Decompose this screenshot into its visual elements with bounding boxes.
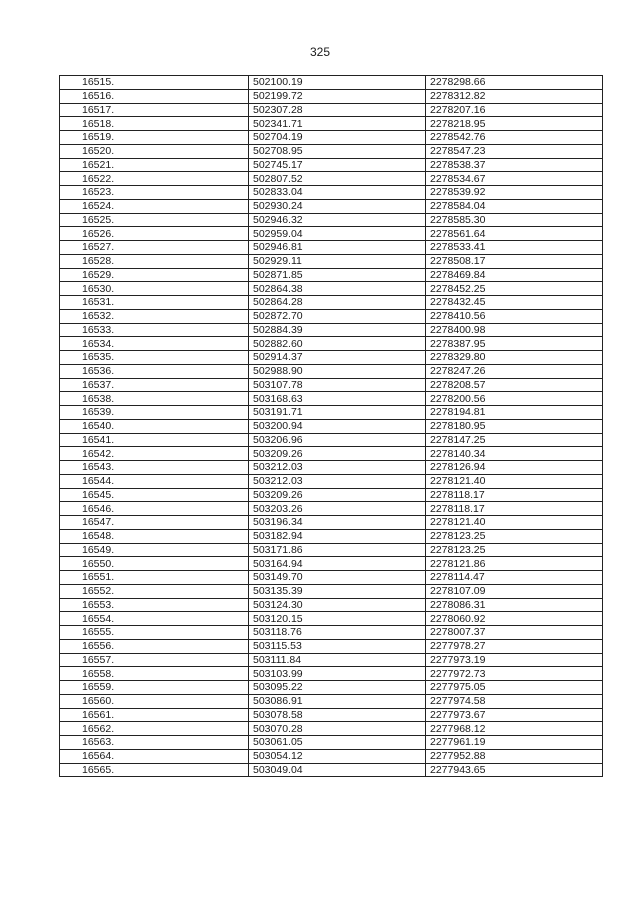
y-coordinate-cell: 2278194.81 (426, 406, 603, 420)
x-coordinate-cell: 502884.39 (249, 323, 426, 337)
y-coordinate-cell: 2277975.05 (426, 681, 603, 695)
y-coordinate-cell: 2278247.26 (426, 364, 603, 378)
table-row (60, 488, 603, 502)
point-number-cell: 16516. (60, 89, 249, 103)
x-coordinate-cell: 502864.38 (249, 282, 426, 296)
point-number-cell: 16557. (60, 653, 249, 667)
x-coordinate-cell: 503118.76 (249, 626, 426, 640)
y-coordinate-cell: 2278126.94 (426, 461, 603, 475)
table-row (60, 213, 603, 227)
point-number-cell: 16528. (60, 254, 249, 268)
point-number-cell: 16529. (60, 268, 249, 282)
table-row (60, 268, 603, 282)
point-number-cell: 16545. (60, 488, 249, 502)
table-row (60, 763, 603, 777)
point-number-cell: 16520. (60, 144, 249, 158)
point-number-cell: 16515. (60, 76, 249, 90)
table-row (60, 296, 603, 310)
x-coordinate-cell: 503209.26 (249, 447, 426, 461)
y-coordinate-cell: 2278121.86 (426, 557, 603, 571)
y-coordinate-cell: 2278060.92 (426, 612, 603, 626)
table-row (60, 131, 603, 145)
table-row (60, 378, 603, 392)
y-coordinate-cell: 2278547.23 (426, 144, 603, 158)
point-number-cell: 16533. (60, 323, 249, 337)
x-coordinate-cell: 503054.12 (249, 749, 426, 763)
y-coordinate-cell: 2278218.95 (426, 117, 603, 131)
x-coordinate-cell: 503206.96 (249, 433, 426, 447)
x-coordinate-cell: 503115.53 (249, 639, 426, 653)
y-coordinate-cell: 2278140.34 (426, 447, 603, 461)
table-row (60, 653, 603, 667)
table-row (60, 364, 603, 378)
point-number-cell: 16548. (60, 529, 249, 543)
table-row (60, 309, 603, 323)
point-number-cell: 16546. (60, 502, 249, 516)
table-row (60, 736, 603, 750)
x-coordinate-cell: 502959.04 (249, 227, 426, 241)
point-number-cell: 16517. (60, 103, 249, 117)
y-coordinate-cell: 2278123.25 (426, 543, 603, 557)
point-number-cell: 16554. (60, 612, 249, 626)
point-number-cell: 16556. (60, 639, 249, 653)
table-row (60, 681, 603, 695)
table-row (60, 694, 603, 708)
point-number-cell: 16552. (60, 584, 249, 598)
point-number-cell: 16560. (60, 694, 249, 708)
y-coordinate-cell: 2278410.56 (426, 309, 603, 323)
point-number-cell: 16565. (60, 763, 249, 777)
x-coordinate-cell: 503135.39 (249, 584, 426, 598)
point-number-cell: 16531. (60, 296, 249, 310)
point-number-cell: 16541. (60, 433, 249, 447)
y-coordinate-cell: 2278118.17 (426, 502, 603, 516)
table-row (60, 626, 603, 640)
point-number-cell: 16558. (60, 667, 249, 681)
x-coordinate-cell: 502882.60 (249, 337, 426, 351)
y-coordinate-cell: 2278400.98 (426, 323, 603, 337)
point-number-cell: 16534. (60, 337, 249, 351)
table-row (60, 557, 603, 571)
x-coordinate-cell: 502946.32 (249, 213, 426, 227)
table-row (60, 433, 603, 447)
point-number-cell: 16540. (60, 419, 249, 433)
x-coordinate-cell: 503049.04 (249, 763, 426, 777)
table-row (60, 447, 603, 461)
table-row (60, 419, 603, 433)
table-row (60, 584, 603, 598)
x-coordinate-cell: 503107.78 (249, 378, 426, 392)
y-coordinate-cell: 2278200.56 (426, 392, 603, 406)
page-number: 325 (309, 45, 331, 59)
table-row (60, 571, 603, 585)
y-coordinate-cell: 2277943.65 (426, 763, 603, 777)
table-row (60, 529, 603, 543)
x-coordinate-cell: 503061.05 (249, 736, 426, 750)
table-row (60, 708, 603, 722)
point-number-cell: 16518. (60, 117, 249, 131)
table-row (60, 351, 603, 365)
y-coordinate-cell: 2277973.19 (426, 653, 603, 667)
x-coordinate-cell: 502341.71 (249, 117, 426, 131)
x-coordinate-cell: 502199.72 (249, 89, 426, 103)
point-number-cell: 16526. (60, 227, 249, 241)
y-coordinate-cell: 2278007.37 (426, 626, 603, 640)
x-coordinate-cell: 503070.28 (249, 722, 426, 736)
x-coordinate-cell: 503182.94 (249, 529, 426, 543)
y-coordinate-cell: 2278561.64 (426, 227, 603, 241)
table-row (60, 158, 603, 172)
point-number-cell: 16522. (60, 172, 249, 186)
table-row (60, 543, 603, 557)
y-coordinate-cell: 2277968.12 (426, 722, 603, 736)
x-coordinate-cell: 503209.26 (249, 488, 426, 502)
y-coordinate-cell: 2278208.57 (426, 378, 603, 392)
x-coordinate-cell: 502100.19 (249, 76, 426, 90)
point-number-cell: 16539. (60, 406, 249, 420)
x-coordinate-cell: 503168.63 (249, 392, 426, 406)
table-row (60, 749, 603, 763)
y-coordinate-cell: 2278114.47 (426, 571, 603, 585)
table-row (60, 89, 603, 103)
x-coordinate-cell: 503164.94 (249, 557, 426, 571)
point-number-cell: 16524. (60, 199, 249, 213)
x-coordinate-cell: 502708.95 (249, 144, 426, 158)
table-row (60, 474, 603, 488)
point-number-cell: 16530. (60, 282, 249, 296)
y-coordinate-cell: 2278121.40 (426, 474, 603, 488)
point-number-cell: 16562. (60, 722, 249, 736)
point-number-cell: 16547. (60, 516, 249, 530)
table-row (60, 282, 603, 296)
coordinates-table (59, 75, 603, 777)
x-coordinate-cell: 503149.70 (249, 571, 426, 585)
y-coordinate-cell: 2277961.19 (426, 736, 603, 750)
y-coordinate-cell: 2278534.67 (426, 172, 603, 186)
table-row (60, 117, 603, 131)
table-row (60, 103, 603, 117)
y-coordinate-cell: 2278469.84 (426, 268, 603, 282)
table-row (60, 502, 603, 516)
x-coordinate-cell: 503111.84 (249, 653, 426, 667)
table-row (60, 227, 603, 241)
coordinates-table-body (60, 76, 603, 777)
y-coordinate-cell: 2278538.37 (426, 158, 603, 172)
x-coordinate-cell: 502872.70 (249, 309, 426, 323)
y-coordinate-cell: 2278312.82 (426, 89, 603, 103)
point-number-cell: 16523. (60, 186, 249, 200)
x-coordinate-cell: 503078.58 (249, 708, 426, 722)
x-coordinate-cell: 502807.52 (249, 172, 426, 186)
x-coordinate-cell: 503124.30 (249, 598, 426, 612)
y-coordinate-cell: 2278508.17 (426, 254, 603, 268)
y-coordinate-cell: 2277973.67 (426, 708, 603, 722)
y-coordinate-cell: 2277978.27 (426, 639, 603, 653)
point-number-cell: 16551. (60, 571, 249, 585)
x-coordinate-cell: 503200.94 (249, 419, 426, 433)
point-number-cell: 16521. (60, 158, 249, 172)
y-coordinate-cell: 2278086.31 (426, 598, 603, 612)
x-coordinate-cell: 503212.03 (249, 461, 426, 475)
y-coordinate-cell: 2277952.88 (426, 749, 603, 763)
x-coordinate-cell: 502914.37 (249, 351, 426, 365)
point-number-cell: 16542. (60, 447, 249, 461)
point-number-cell: 16519. (60, 131, 249, 145)
x-coordinate-cell: 502864.28 (249, 296, 426, 310)
point-number-cell: 16536. (60, 364, 249, 378)
point-number-cell: 16527. (60, 241, 249, 255)
table-row (60, 241, 603, 255)
y-coordinate-cell: 2278539.92 (426, 186, 603, 200)
point-number-cell: 16535. (60, 351, 249, 365)
x-coordinate-cell: 502930.24 (249, 199, 426, 213)
table-row (60, 516, 603, 530)
x-coordinate-cell: 502833.04 (249, 186, 426, 200)
y-coordinate-cell: 2278329.80 (426, 351, 603, 365)
y-coordinate-cell: 2278585.30 (426, 213, 603, 227)
table-row (60, 172, 603, 186)
x-coordinate-cell: 503203.26 (249, 502, 426, 516)
table-row (60, 144, 603, 158)
x-coordinate-cell: 502929.11 (249, 254, 426, 268)
x-coordinate-cell: 503212.03 (249, 474, 426, 488)
table-row (60, 722, 603, 736)
table-row (60, 323, 603, 337)
x-coordinate-cell: 503191.71 (249, 406, 426, 420)
y-coordinate-cell: 2278542.76 (426, 131, 603, 145)
point-number-cell: 16561. (60, 708, 249, 722)
table-row (60, 337, 603, 351)
point-number-cell: 16550. (60, 557, 249, 571)
y-coordinate-cell: 2278107.09 (426, 584, 603, 598)
table-row (60, 461, 603, 475)
table-row (60, 76, 603, 90)
x-coordinate-cell: 503120.15 (249, 612, 426, 626)
x-coordinate-cell: 502946.81 (249, 241, 426, 255)
table-row (60, 186, 603, 200)
point-number-cell: 16564. (60, 749, 249, 763)
table-row (60, 392, 603, 406)
x-coordinate-cell: 502871.85 (249, 268, 426, 282)
point-number-cell: 16537. (60, 378, 249, 392)
x-coordinate-cell: 502307.28 (249, 103, 426, 117)
x-coordinate-cell: 502745.17 (249, 158, 426, 172)
y-coordinate-cell: 2278180.95 (426, 419, 603, 433)
point-number-cell: 16543. (60, 461, 249, 475)
x-coordinate-cell: 503196.34 (249, 516, 426, 530)
y-coordinate-cell: 2278147.25 (426, 433, 603, 447)
x-coordinate-cell: 503103.99 (249, 667, 426, 681)
point-number-cell: 16525. (60, 213, 249, 227)
point-number-cell: 16555. (60, 626, 249, 640)
y-coordinate-cell: 2278584.04 (426, 199, 603, 213)
point-number-cell: 16549. (60, 543, 249, 557)
y-coordinate-cell: 2277972.73 (426, 667, 603, 681)
table-row (60, 612, 603, 626)
y-coordinate-cell: 2278207.16 (426, 103, 603, 117)
table-row (60, 199, 603, 213)
point-number-cell: 16559. (60, 681, 249, 695)
point-number-cell: 16544. (60, 474, 249, 488)
point-number-cell: 16538. (60, 392, 249, 406)
y-coordinate-cell: 2278123.25 (426, 529, 603, 543)
y-coordinate-cell: 2278121.40 (426, 516, 603, 530)
point-number-cell: 16553. (60, 598, 249, 612)
table-row (60, 406, 603, 420)
x-coordinate-cell: 502704.19 (249, 131, 426, 145)
table-row (60, 639, 603, 653)
y-coordinate-cell: 2278298.66 (426, 76, 603, 90)
y-coordinate-cell: 2277974.58 (426, 694, 603, 708)
y-coordinate-cell: 2278118.17 (426, 488, 603, 502)
x-coordinate-cell: 502988.90 (249, 364, 426, 378)
y-coordinate-cell: 2278432.45 (426, 296, 603, 310)
point-number-cell: 16563. (60, 736, 249, 750)
table-row (60, 254, 603, 268)
y-coordinate-cell: 2278533.41 (426, 241, 603, 255)
y-coordinate-cell: 2278452.25 (426, 282, 603, 296)
point-number-cell: 16532. (60, 309, 249, 323)
table-row (60, 667, 603, 681)
y-coordinate-cell: 2278387.95 (426, 337, 603, 351)
table-row (60, 598, 603, 612)
x-coordinate-cell: 503171.86 (249, 543, 426, 557)
x-coordinate-cell: 503095.22 (249, 681, 426, 695)
x-coordinate-cell: 503086.91 (249, 694, 426, 708)
